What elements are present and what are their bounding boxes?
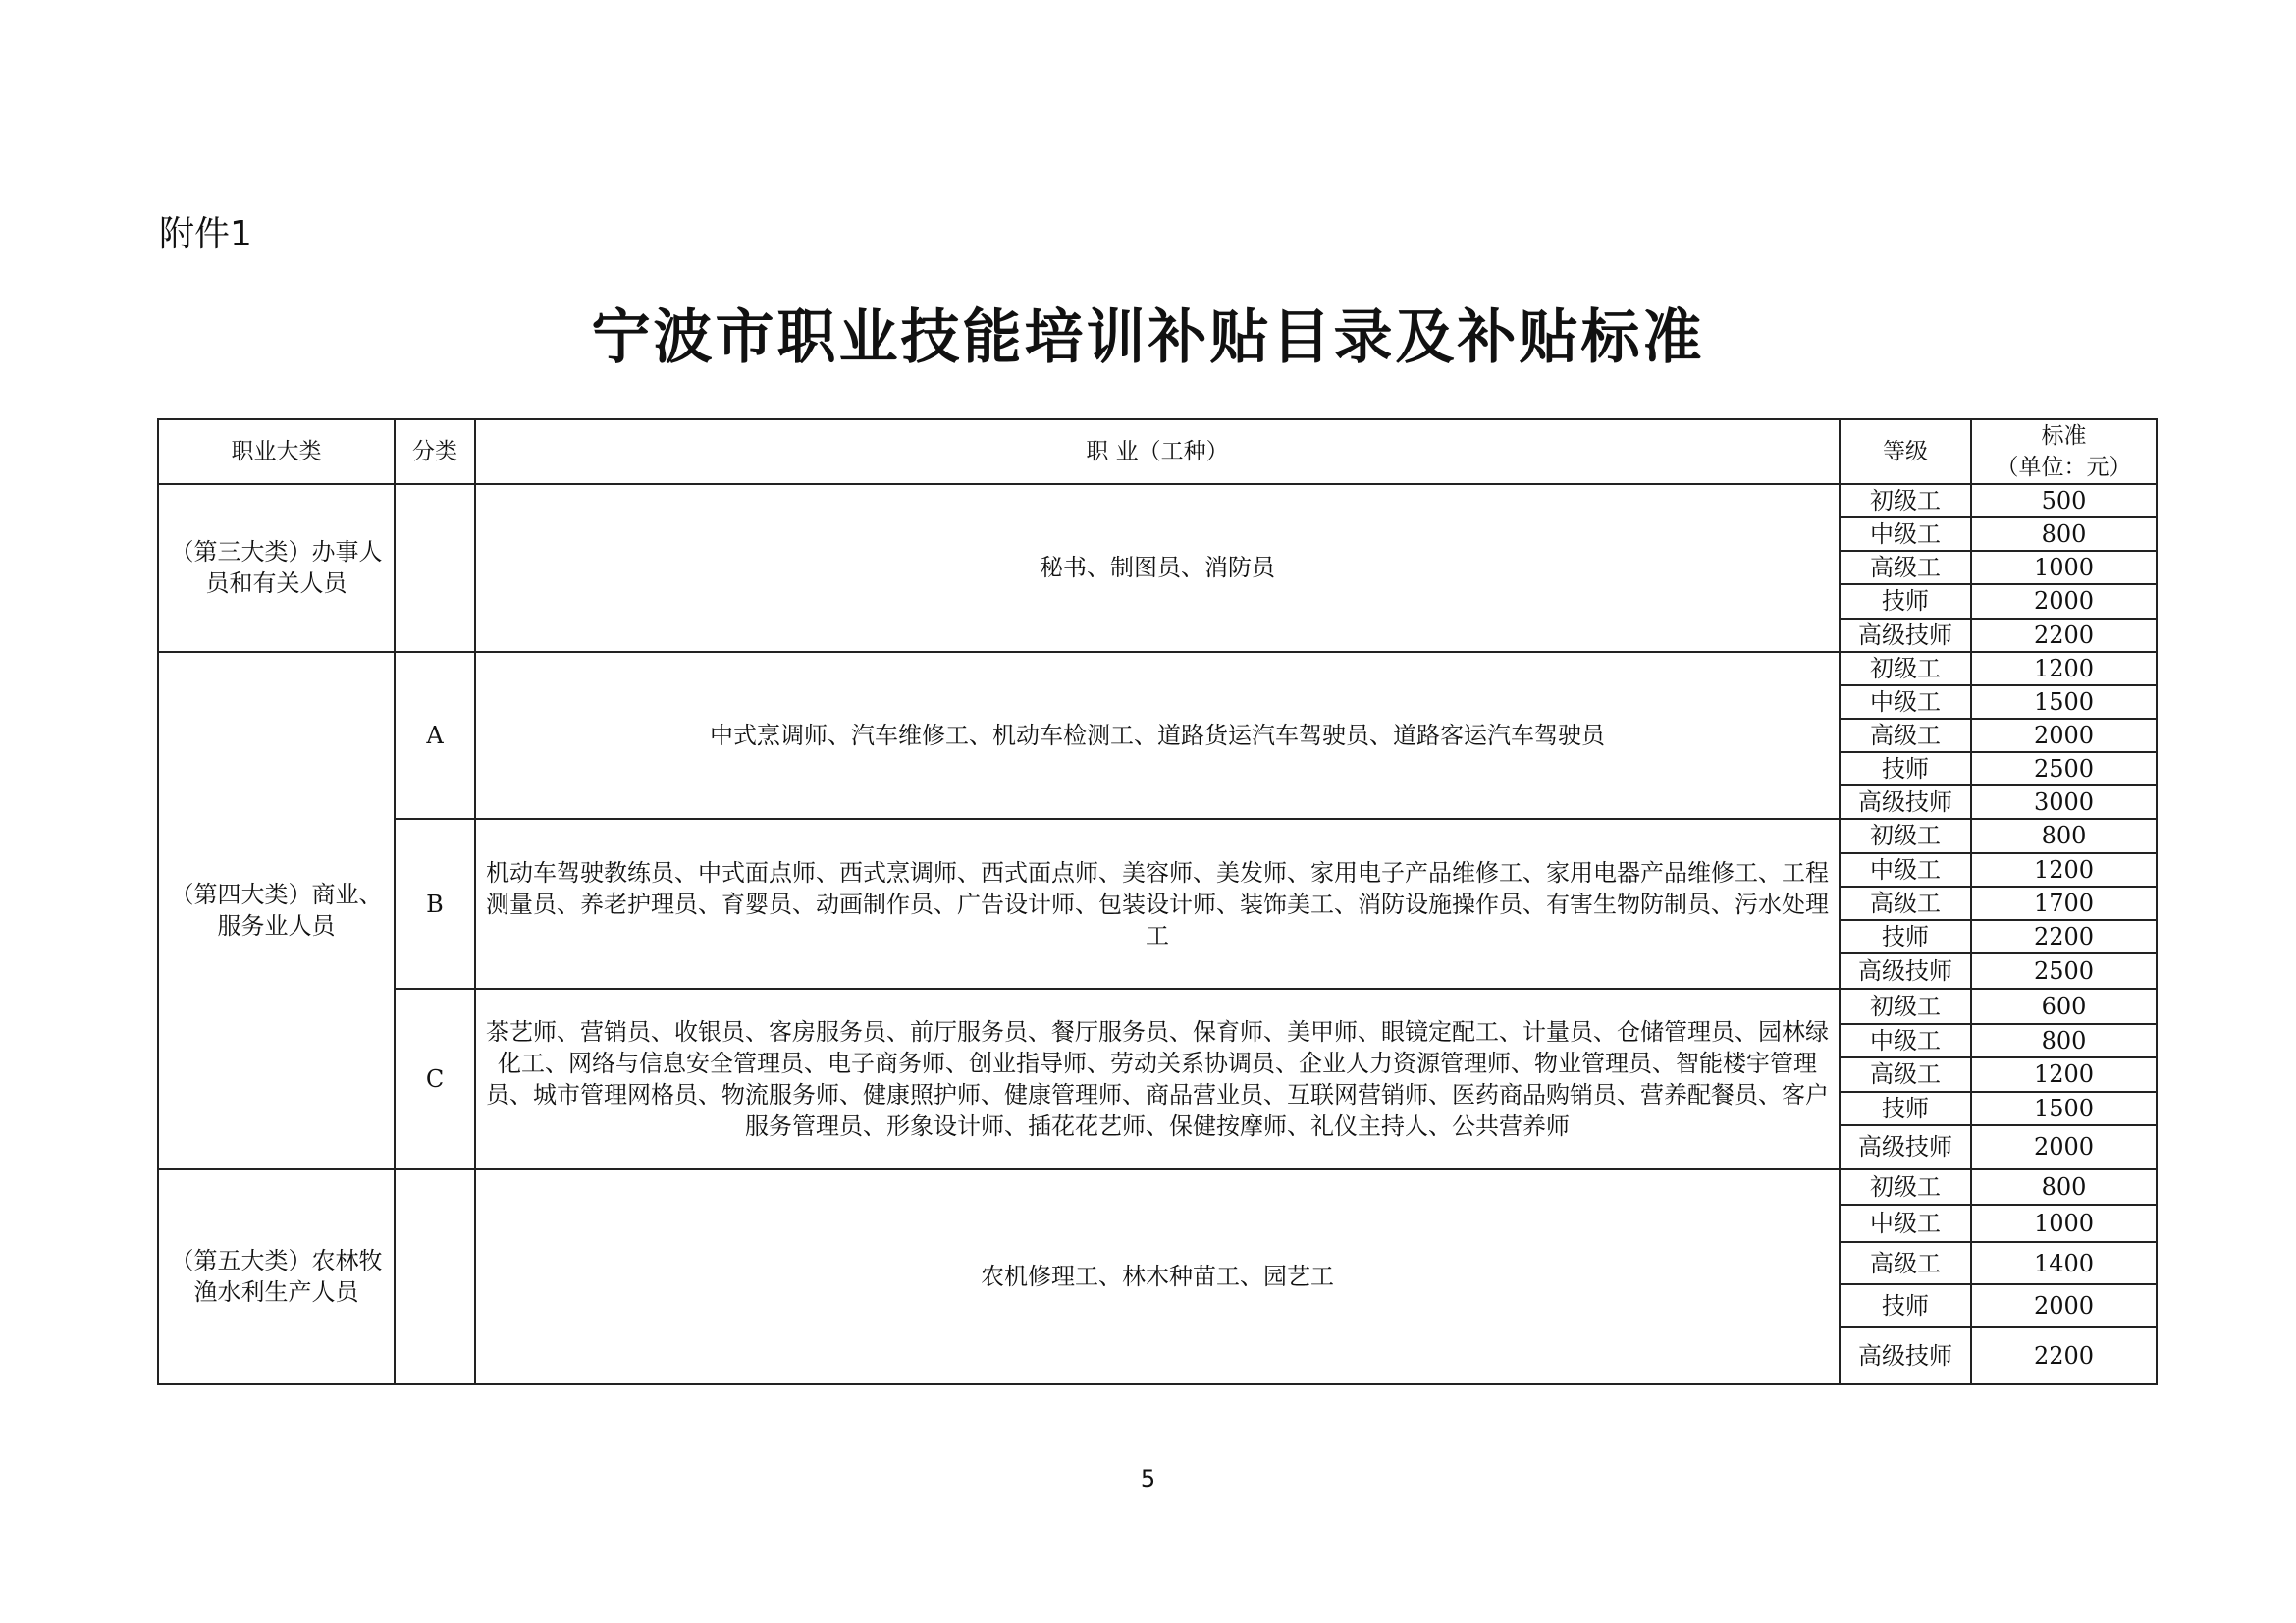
col-header-standard bbox=[1971, 419, 2157, 484]
amount-cell: 1200 bbox=[1971, 1057, 2157, 1091]
col-header-standard-line1: 标准 bbox=[2041, 423, 2087, 449]
level-cell: 高级工 bbox=[1840, 887, 1971, 920]
col-header-classification: 分类 bbox=[395, 419, 475, 484]
amount-cell: 500 bbox=[1971, 484, 2157, 517]
amount-cell: 2200 bbox=[1971, 1327, 2157, 1384]
amount-cell: 1400 bbox=[1971, 1242, 2157, 1284]
level-cell: 初级工 bbox=[1840, 484, 1971, 517]
table-row bbox=[158, 652, 2157, 685]
amount-cell: 1500 bbox=[1971, 1092, 2157, 1125]
level-cell: 技师 bbox=[1840, 1284, 1971, 1326]
level-cell: 技师 bbox=[1840, 1092, 1971, 1125]
amount-cell: 800 bbox=[1971, 819, 2157, 852]
level-cell: 初级工 bbox=[1840, 989, 1971, 1024]
col-header-occupation: 职 业（工种） bbox=[475, 419, 1840, 484]
level-cell: 高级工 bbox=[1840, 719, 1971, 752]
amount-cell: 2500 bbox=[1971, 752, 2157, 785]
level-cell: 高级工 bbox=[1840, 551, 1971, 584]
classification-cell: B bbox=[395, 819, 475, 989]
major-category-cell: （第三大类）办事人员和有关人员 bbox=[158, 484, 395, 652]
table-row bbox=[158, 819, 2157, 852]
amount-cell: 1000 bbox=[1971, 1205, 2157, 1242]
classification-cell bbox=[395, 484, 475, 652]
level-cell: 初级工 bbox=[1840, 652, 1971, 685]
amount-cell: 800 bbox=[1971, 1169, 2157, 1205]
level-cell: 高级工 bbox=[1840, 1057, 1971, 1091]
amount-cell: 800 bbox=[1971, 1024, 2157, 1057]
col-header-standard-line2: （单位：元） bbox=[1996, 455, 2132, 480]
amount-cell: 2500 bbox=[1971, 953, 2157, 989]
col-header-level: 等级 bbox=[1840, 419, 1971, 484]
amount-cell: 2200 bbox=[1971, 920, 2157, 953]
table-body bbox=[158, 484, 2157, 1384]
major-category-cell: （第四大类）商业、服务业人员 bbox=[158, 652, 395, 1169]
subsidy-table bbox=[157, 418, 2158, 1385]
attachment-label: 附件1 bbox=[159, 214, 252, 254]
occupation-list-cell: 秘书、制图员、消防员 bbox=[475, 484, 1840, 652]
occupation-list-cell: 中式烹调师、汽车维修工、机动车检测工、道路货运汽车驾驶员、道路客运汽车驾驶员 bbox=[475, 652, 1840, 820]
amount-cell: 2000 bbox=[1971, 584, 2157, 618]
amount-cell: 1700 bbox=[1971, 887, 2157, 920]
amount-cell: 2000 bbox=[1971, 719, 2157, 752]
document-title: 宁波市职业技能培训补贴目录及补贴标准 bbox=[591, 303, 1705, 372]
amount-cell: 600 bbox=[1971, 989, 2157, 1024]
classification-cell: A bbox=[395, 652, 475, 820]
level-cell: 高级技师 bbox=[1840, 953, 1971, 989]
table-row bbox=[158, 484, 2157, 517]
level-cell: 初级工 bbox=[1840, 819, 1971, 852]
major-category-cell: （第五大类）农林牧渔水利生产人员 bbox=[158, 1169, 395, 1384]
level-cell: 高级技师 bbox=[1840, 1327, 1971, 1384]
level-cell: 中级工 bbox=[1840, 1205, 1971, 1242]
level-cell: 中级工 bbox=[1840, 1024, 1971, 1057]
occupation-list-cell: 机动车驾驶教练员、中式面点师、西式烹调师、西式面点师、美容师、美发师、家用电子产品维修工、家用电器产品维修工、工程测量员、养老护理员、育婴员、动画制作员、广告设计师、包装设计师、装饰美工、消防设施操作员、有害生物防制员、污水处理工 bbox=[475, 819, 1840, 989]
level-cell: 高级技师 bbox=[1840, 619, 1971, 652]
amount-cell: 2000 bbox=[1971, 1284, 2157, 1326]
amount-cell: 2200 bbox=[1971, 619, 2157, 652]
classification-cell: C bbox=[395, 989, 475, 1169]
amount-cell: 3000 bbox=[1971, 785, 2157, 819]
amount-cell: 1200 bbox=[1971, 652, 2157, 685]
level-cell: 中级工 bbox=[1840, 685, 1971, 719]
table-row bbox=[158, 1169, 2157, 1205]
level-cell: 中级工 bbox=[1840, 517, 1971, 551]
amount-cell: 2000 bbox=[1971, 1125, 2157, 1169]
level-cell: 高级工 bbox=[1840, 1242, 1971, 1284]
page-number: 5 bbox=[1140, 1465, 1156, 1492]
level-cell: 技师 bbox=[1840, 752, 1971, 785]
amount-cell: 800 bbox=[1971, 517, 2157, 551]
level-cell: 技师 bbox=[1840, 584, 1971, 618]
occupation-list-cell: 农机修理工、林木种苗工、园艺工 bbox=[475, 1169, 1840, 1384]
table-row bbox=[158, 989, 2157, 1024]
header-row bbox=[158, 419, 2157, 484]
amount-cell: 1500 bbox=[1971, 685, 2157, 719]
col-header-major-category: 职业大类 bbox=[158, 419, 395, 484]
amount-cell: 1000 bbox=[1971, 551, 2157, 584]
amount-cell: 1200 bbox=[1971, 853, 2157, 887]
level-cell: 高级技师 bbox=[1840, 1125, 1971, 1169]
level-cell: 高级技师 bbox=[1840, 785, 1971, 819]
classification-cell bbox=[395, 1169, 475, 1384]
level-cell: 初级工 bbox=[1840, 1169, 1971, 1205]
level-cell: 中级工 bbox=[1840, 853, 1971, 887]
level-cell: 技师 bbox=[1840, 920, 1971, 953]
occupation-list-cell: 茶艺师、营销员、收银员、客房服务员、前厅服务员、餐厅服务员、保育师、美甲师、眼镜定配工、计量员、仓储管理员、园林绿化工、网络与信息安全管理员、电子商务师、创业指导师、劳动关系协调员、企业人力资源管理师、物业管理员、智能楼宇管理员、城市管理网格员、物流服务师、健康照护师、健康管理师、商品营业员、互联网营销师、医药商品购销员、营养配餐员、客户服务管理员、形象设计师、插花花艺师、保健按摩师、礼仪主持人、公共营养师 bbox=[475, 989, 1840, 1169]
